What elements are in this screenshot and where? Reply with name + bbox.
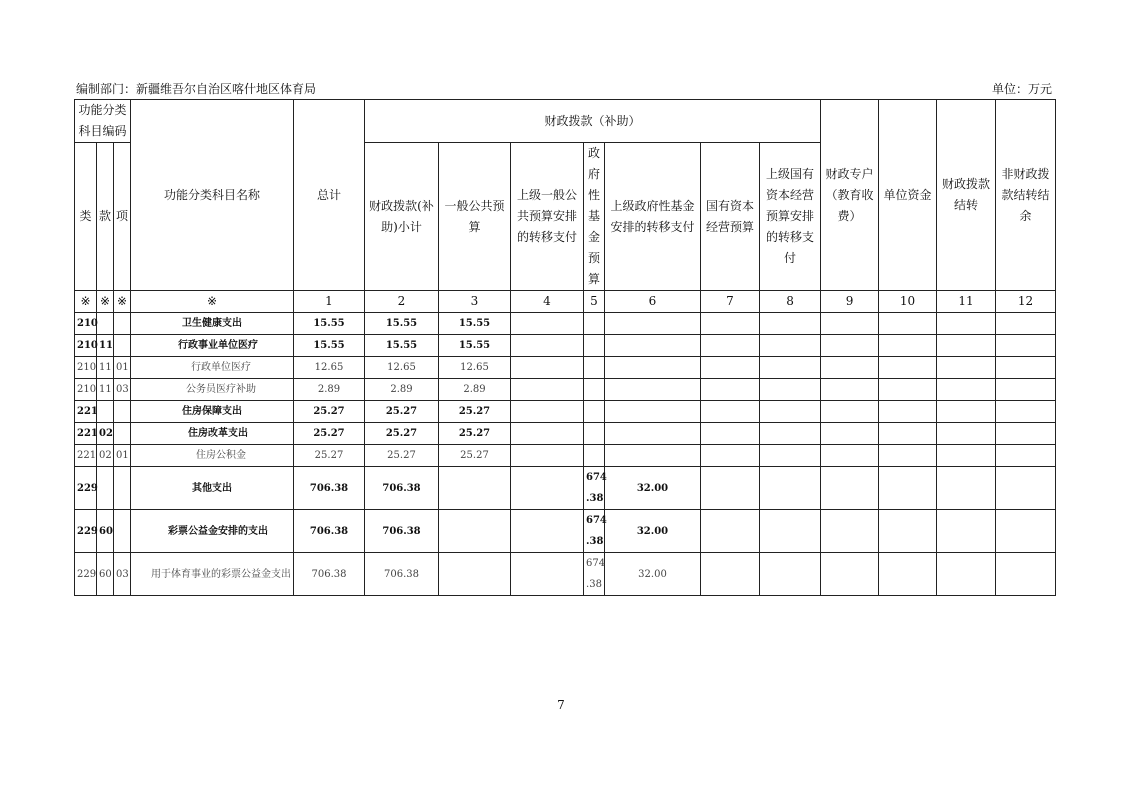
gov-fund-cell <box>584 467 605 510</box>
code-lei-cell: 229 <box>75 467 97 510</box>
code-kuan-cell <box>97 313 114 335</box>
table-row <box>75 335 1056 357</box>
table-row <box>75 553 1056 596</box>
nonfiscal-carryover-cell <box>996 313 1056 335</box>
fiscal-subtotal-cell: 706.38 <box>365 510 439 553</box>
nonfiscal-carryover-cell <box>996 510 1056 553</box>
total-cell: 15.55 <box>294 335 365 357</box>
upper-fund-transfer-cell <box>605 313 701 335</box>
table-row <box>75 357 1056 379</box>
special-account-cell <box>821 467 879 510</box>
fiscal-carryover-cell <box>937 401 996 423</box>
table-row <box>75 445 1056 467</box>
fiscal-subtotal-cell: 12.65 <box>365 357 439 379</box>
header-fiscal-group: 财政拨款（补助） <box>365 100 821 143</box>
upper-general-transfer-cell <box>511 357 584 379</box>
code-xiang-cell <box>114 423 131 445</box>
code-kuan-cell: 60 <box>97 553 114 596</box>
gov-fund-cell <box>584 445 605 467</box>
gov-fund-value-line1: 674 <box>586 558 606 569</box>
code-xiang-cell: 01 <box>114 357 131 379</box>
gov-fund-cell <box>584 401 605 423</box>
upper-fund-transfer-cell: 32.00 <box>605 510 701 553</box>
total-cell: 2.89 <box>294 379 365 401</box>
special-account-cell <box>821 423 879 445</box>
code-xiang-cell <box>114 401 131 423</box>
subject-name-cell: 行政事业单位医疗 <box>131 335 294 357</box>
special-account-cell <box>821 379 879 401</box>
code-lei-cell: 221 <box>75 401 97 423</box>
index-cell: 10 <box>879 291 937 313</box>
subject-name-cell: 其他支出 <box>131 467 294 510</box>
state-capital-cell <box>701 379 760 401</box>
subject-name-cell: 用于体育事业的彩票公益金支出 <box>131 553 294 596</box>
unit-funds-cell <box>879 335 937 357</box>
upper-general-transfer-cell <box>511 401 584 423</box>
upper-capital-transfer-cell <box>760 467 821 510</box>
upper-capital-transfer-cell <box>760 510 821 553</box>
general-budget-cell <box>439 553 511 596</box>
code-kuan-cell: 02 <box>97 423 114 445</box>
code-lei-cell: 210 <box>75 357 97 379</box>
upper-fund-transfer-cell <box>605 423 701 445</box>
header-c3: 一般公共预算 <box>439 143 511 291</box>
code-lei-cell: 210 <box>75 313 97 335</box>
header-c5: 政府性基金预算 <box>584 143 605 291</box>
subject-name-cell: 行政单位医疗 <box>131 357 294 379</box>
fiscal-carryover-cell <box>937 335 996 357</box>
unit-funds-cell <box>879 423 937 445</box>
total-cell: 706.38 <box>294 510 365 553</box>
total-cell: 25.27 <box>294 423 365 445</box>
unit-funds-cell <box>879 553 937 596</box>
index-cell: ※ <box>97 291 114 313</box>
code-kuan-cell: 02 <box>97 445 114 467</box>
state-capital-cell <box>701 335 760 357</box>
total-cell: 706.38 <box>294 553 365 596</box>
general-budget-cell <box>439 510 511 553</box>
gov-fund-cell <box>584 313 605 335</box>
subject-name-cell: 住房改革支出 <box>131 423 294 445</box>
prepared-by-department: 编制部门：新疆维吾尔自治区喀什地区体育局 <box>76 82 317 96</box>
index-cell: 5 <box>584 291 605 313</box>
unit-label: 单位：万元 <box>991 82 1052 96</box>
code-lei-cell: 210 <box>75 379 97 401</box>
table-row <box>75 401 1056 423</box>
upper-general-transfer-cell <box>511 379 584 401</box>
index-cell: ※ <box>131 291 294 313</box>
nonfiscal-carryover-cell <box>996 445 1056 467</box>
upper-capital-transfer-cell <box>760 357 821 379</box>
nonfiscal-carryover-cell <box>996 379 1056 401</box>
header-c2: 财政拨款(补助)小计 <box>365 143 439 291</box>
index-cell: 12 <box>996 291 1056 313</box>
table-row <box>75 510 1056 553</box>
gov-fund-value-line1: 674 <box>586 515 607 526</box>
subject-name-cell: 住房公积金 <box>131 445 294 467</box>
gov-fund-value-line2: .38 <box>586 536 604 547</box>
header-c6: 上级政府性基金安排的转移支付 <box>605 143 701 291</box>
upper-capital-transfer-cell <box>760 401 821 423</box>
table-row <box>75 313 1056 335</box>
upper-general-transfer-cell <box>511 445 584 467</box>
special-account-cell <box>821 510 879 553</box>
upper-fund-transfer-cell <box>605 401 701 423</box>
fiscal-subtotal-cell: 15.55 <box>365 335 439 357</box>
unit-funds-cell <box>879 510 937 553</box>
fiscal-carryover-cell <box>937 357 996 379</box>
upper-capital-transfer-cell <box>760 379 821 401</box>
page-number: 7 <box>557 698 565 712</box>
total-cell: 15.55 <box>294 313 365 335</box>
code-xiang-cell <box>114 335 131 357</box>
upper-capital-transfer-cell <box>760 335 821 357</box>
fiscal-carryover-cell <box>937 379 996 401</box>
upper-fund-transfer-cell: 32.00 <box>605 553 701 596</box>
code-xiang-cell: 01 <box>114 445 131 467</box>
code-xiang-cell <box>114 313 131 335</box>
upper-fund-transfer-cell <box>605 357 701 379</box>
special-account-cell <box>821 335 879 357</box>
general-budget-cell: 25.27 <box>439 401 511 423</box>
gov-fund-cell <box>584 510 605 553</box>
fiscal-carryover-cell <box>937 510 996 553</box>
index-cell: 2 <box>365 291 439 313</box>
unit-funds-cell <box>879 445 937 467</box>
code-lei-cell: 221 <box>75 423 97 445</box>
subject-name-cell: 卫生健康支出 <box>131 313 294 335</box>
code-kuan-cell <box>97 401 114 423</box>
general-budget-cell: 25.27 <box>439 423 511 445</box>
subject-name-cell: 公务员医疗补助 <box>131 379 294 401</box>
unit-funds-cell <box>879 357 937 379</box>
table-row <box>75 379 1056 401</box>
fiscal-subtotal-cell: 706.38 <box>365 553 439 596</box>
index-cell: 4 <box>511 291 584 313</box>
upper-capital-transfer-cell <box>760 445 821 467</box>
header-c11: 财政拨款结转 <box>937 100 996 291</box>
header-kuan: 款 <box>97 143 114 291</box>
upper-general-transfer-cell <box>511 553 584 596</box>
fiscal-carryover-cell <box>937 445 996 467</box>
code-lei-cell: 229 <box>75 510 97 553</box>
general-budget-cell: 15.55 <box>439 313 511 335</box>
general-budget-cell <box>439 467 511 510</box>
index-cell: 6 <box>605 291 701 313</box>
code-xiang-cell <box>114 510 131 553</box>
nonfiscal-carryover-cell <box>996 357 1056 379</box>
unit-funds-cell <box>879 401 937 423</box>
fiscal-subtotal-cell: 25.27 <box>365 401 439 423</box>
fiscal-carryover-cell <box>937 313 996 335</box>
header-c8: 上级国有资本经营预算安排的转移支付 <box>760 143 821 291</box>
gov-fund-cell <box>584 335 605 357</box>
index-cell: ※ <box>114 291 131 313</box>
gov-fund-cell <box>584 553 605 596</box>
header-c4: 上级一般公共预算安排的转移支付 <box>511 143 584 291</box>
header-c7: 国有资本经营预算 <box>701 143 760 291</box>
code-xiang-cell <box>114 467 131 510</box>
index-cell: 8 <box>760 291 821 313</box>
fiscal-subtotal-cell: 15.55 <box>365 313 439 335</box>
index-cell: 1 <box>294 291 365 313</box>
header-c9: 财政专户（教育收费） <box>821 100 879 291</box>
code-kuan-cell: 11 <box>97 379 114 401</box>
header-func-code: 功能分类科目编码 <box>75 100 131 143</box>
state-capital-cell <box>701 357 760 379</box>
fiscal-carryover-cell <box>937 467 996 510</box>
index-cell: ※ <box>75 291 97 313</box>
upper-general-transfer-cell <box>511 423 584 445</box>
code-lei-cell: 210 <box>75 335 97 357</box>
code-kuan-cell: 60 <box>97 510 114 553</box>
upper-fund-transfer-cell <box>605 335 701 357</box>
upper-fund-transfer-cell: 32.00 <box>605 467 701 510</box>
special-account-cell <box>821 401 879 423</box>
code-kuan-cell <box>97 467 114 510</box>
header-lei: 类 <box>75 143 97 291</box>
special-account-cell <box>821 445 879 467</box>
state-capital-cell <box>701 553 760 596</box>
total-cell: 706.38 <box>294 467 365 510</box>
upper-capital-transfer-cell <box>760 423 821 445</box>
table-row <box>75 423 1056 445</box>
upper-general-transfer-cell <box>511 335 584 357</box>
fiscal-subtotal-cell: 25.27 <box>365 423 439 445</box>
unit-funds-cell <box>879 379 937 401</box>
upper-fund-transfer-cell <box>605 379 701 401</box>
state-capital-cell <box>701 313 760 335</box>
general-budget-cell: 2.89 <box>439 379 511 401</box>
gov-fund-value-line2: .38 <box>586 493 604 504</box>
general-budget-cell: 15.55 <box>439 335 511 357</box>
header-total: 总计 <box>294 100 365 291</box>
subject-name-cell: 彩票公益金安排的支出 <box>131 510 294 553</box>
header-xiang: 项 <box>114 143 131 291</box>
upper-general-transfer-cell <box>511 510 584 553</box>
index-row <box>75 291 1056 313</box>
code-kuan-cell: 11 <box>97 357 114 379</box>
nonfiscal-carryover-cell <box>996 401 1056 423</box>
header-c12: 非财政拨款结转结余 <box>996 100 1056 291</box>
special-account-cell <box>821 553 879 596</box>
index-cell: 9 <box>821 291 879 313</box>
unit-funds-cell <box>879 467 937 510</box>
state-capital-cell <box>701 445 760 467</box>
gov-fund-cell <box>584 423 605 445</box>
total-cell: 12.65 <box>294 357 365 379</box>
general-budget-cell: 12.65 <box>439 357 511 379</box>
index-cell: 11 <box>937 291 996 313</box>
gov-fund-value-line1: 674 <box>586 472 607 483</box>
unit-funds-cell <box>879 313 937 335</box>
upper-general-transfer-cell <box>511 467 584 510</box>
upper-capital-transfer-cell <box>760 553 821 596</box>
nonfiscal-carryover-cell <box>996 467 1056 510</box>
upper-fund-transfer-cell <box>605 445 701 467</box>
total-cell: 25.27 <box>294 445 365 467</box>
subject-name-cell: 住房保障支出 <box>131 401 294 423</box>
upper-general-transfer-cell <box>511 313 584 335</box>
code-kuan-cell: 11 <box>97 335 114 357</box>
fiscal-carryover-cell <box>937 423 996 445</box>
state-capital-cell <box>701 510 760 553</box>
state-capital-cell <box>701 467 760 510</box>
total-cell: 25.27 <box>294 401 365 423</box>
nonfiscal-carryover-cell <box>996 553 1056 596</box>
gov-fund-value-line2: .38 <box>586 579 602 590</box>
index-cell: 7 <box>701 291 760 313</box>
code-xiang-cell: 03 <box>114 553 131 596</box>
index-cell: 3 <box>439 291 511 313</box>
state-capital-cell <box>701 401 760 423</box>
gov-fund-cell <box>584 357 605 379</box>
special-account-cell <box>821 357 879 379</box>
upper-capital-transfer-cell <box>760 313 821 335</box>
code-xiang-cell: 03 <box>114 379 131 401</box>
fiscal-carryover-cell <box>937 553 996 596</box>
fiscal-subtotal-cell: 706.38 <box>365 467 439 510</box>
header-c10: 单位资金 <box>879 100 937 291</box>
code-lei-cell: 221 <box>75 445 97 467</box>
fiscal-subtotal-cell: 2.89 <box>365 379 439 401</box>
general-budget-cell: 25.27 <box>439 445 511 467</box>
table-row <box>75 467 1056 510</box>
special-account-cell <box>821 313 879 335</box>
header-func-name: 功能分类科目名称 <box>131 100 294 291</box>
state-capital-cell <box>701 423 760 445</box>
fiscal-subtotal-cell: 25.27 <box>365 445 439 467</box>
code-lei-cell: 229 <box>75 553 97 596</box>
nonfiscal-carryover-cell <box>996 423 1056 445</box>
budget-table <box>74 99 1056 596</box>
gov-fund-cell <box>584 379 605 401</box>
nonfiscal-carryover-cell <box>996 335 1056 357</box>
